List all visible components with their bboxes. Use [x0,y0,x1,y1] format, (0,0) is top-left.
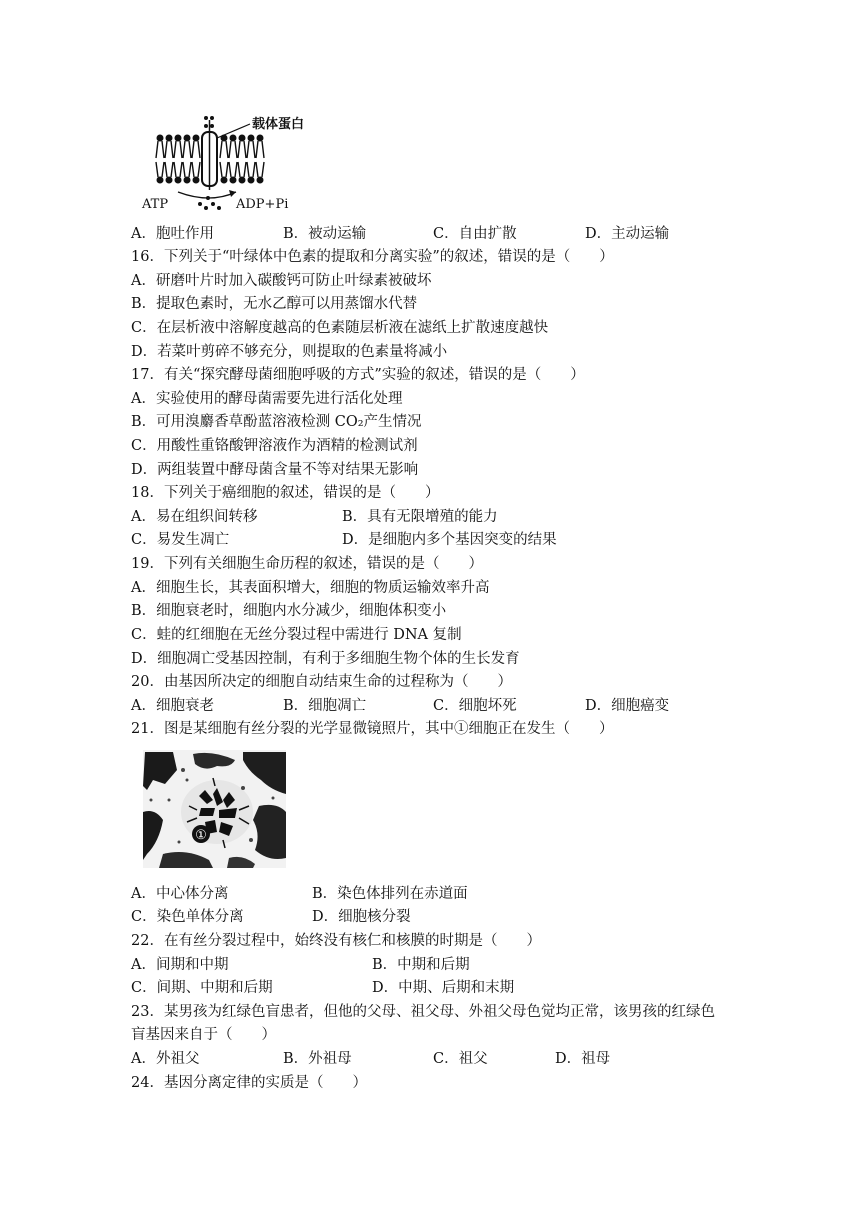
q21-stem: 21．图是某细胞有丝分裂的光学显微镜照片，其中①细胞正在发生（ ） [131,721,614,737]
q17-stem: 17．有关“探究酵母菌细胞呼吸的方式”实验的叙述，错误的是（ ） [131,367,585,383]
q22-option-c: C．间期、中期和后期 [131,980,273,996]
q16-option-b: B．提取色素时，无水乙醇可以用蒸馏水代替 [131,296,418,312]
atp-label: ATP [142,197,169,212]
q19-option-b: B．细胞衰老时，细胞内水分减少，细胞体积变小 [131,603,447,619]
q15-option-a: A．胞吐作用 [131,226,214,242]
q16-option-a: A．研磨叶片时加入碳酸钙可防止叶绿素被破坏 [131,273,432,289]
q22-option-a: A．间期和中期 [131,957,229,973]
q16-option-d: D．若菜叶剪碎不够充分，则提取的色素量将减小 [131,344,448,360]
q17-option-b: B．可用溴麝香草酚蓝溶液检测 CO₂产生情况 [131,414,422,430]
q24-stem: 24．基因分离定律的实质是（ ） [131,1075,367,1091]
q23-option-b: B．外祖母 [283,1051,352,1067]
q21-option-d: D．细胞核分裂 [312,909,411,925]
q21-option-b: B．染色体排列在赤道面 [312,886,468,902]
q19-option-a: A．细胞生长，其表面积增大，细胞的物质运输效率升高 [131,580,490,596]
q15-option-d: D．主动运输 [585,226,670,242]
q20-stem: 20．由基因所决定的细胞自动结束生命的过程称为（ ） [131,674,512,690]
q23-stem-line2: 盲基因来自于（ ） [131,1027,276,1043]
q15-option-c: C．自由扩散 [433,226,517,242]
q18-option-b: B．具有无限增殖的能力 [342,509,498,525]
adp-label: ADP+Pi [236,197,289,212]
q22-stem: 22．在有丝分裂过程中，始终没有核仁和核膜的时期是（ ） [131,933,541,949]
q23-option-a: A．外祖父 [131,1051,200,1067]
q19-stem: 19．下列有关细胞生命历程的叙述，错误的是（ ） [131,556,483,572]
mitosis-micrograph [143,750,286,868]
q23-stem-line1: 23．某男孩为红绿色盲患者，但他的父母、祖父母、外祖父母色觉均正常，该男孩的红绿色 [131,1004,715,1020]
cell-label: ① [195,828,207,843]
q20-option-d: D．细胞癌变 [585,698,670,714]
q19-option-c: C．蛙的红细胞在无丝分裂过程中需进行 DNA 复制 [131,627,462,643]
q16-stem: 16．下列关于“叶绿体中色素的提取和分离实验”的叙述，错误的是（ ） [131,249,614,265]
carrier-protein-label: 载体蛋白 [252,117,305,132]
q17-option-a: A．实验使用的酵母菌需要先进行活化处理 [131,391,403,407]
q15-option-b: B．被动运输 [283,226,367,242]
q17-option-d: D．两组装置中酵母菌含量不等对结果无影响 [131,462,419,478]
q20-option-a: A．细胞衰老 [131,698,214,714]
q23-option-c: C．祖父 [433,1051,488,1067]
q20-option-c: C．细胞坏死 [433,698,517,714]
q16-option-c: C．在层析液中溶解度越高的色素随层析液在滤纸上扩散速度越快 [131,320,549,336]
q22-option-b: B．中期和后期 [372,957,470,973]
q18-option-a: A．易在组织间转移 [131,509,258,525]
q19-option-d: D．细胞凋亡受基因控制，有利于多细胞生物个体的生长发育 [131,651,520,667]
q21-option-a: A．中心体分离 [131,886,229,902]
q23-option-d: D．祖母 [555,1051,611,1067]
membrane-transport-figure [140,112,340,216]
q20-option-b: B．细胞凋亡 [283,698,367,714]
q18-stem: 18．下列关于癌细胞的叙述，错误的是（ ） [131,485,440,501]
q21-option-c: C．染色单体分离 [131,909,244,925]
q22-option-d: D．中期、后期和末期 [372,980,515,996]
q18-option-c: C．易发生凋亡 [131,532,230,548]
q17-option-c: C．用酸性重铬酸钾溶液作为酒精的检测试剂 [131,438,418,454]
q18-option-d: D．是细胞内多个基因突变的结果 [342,532,557,548]
